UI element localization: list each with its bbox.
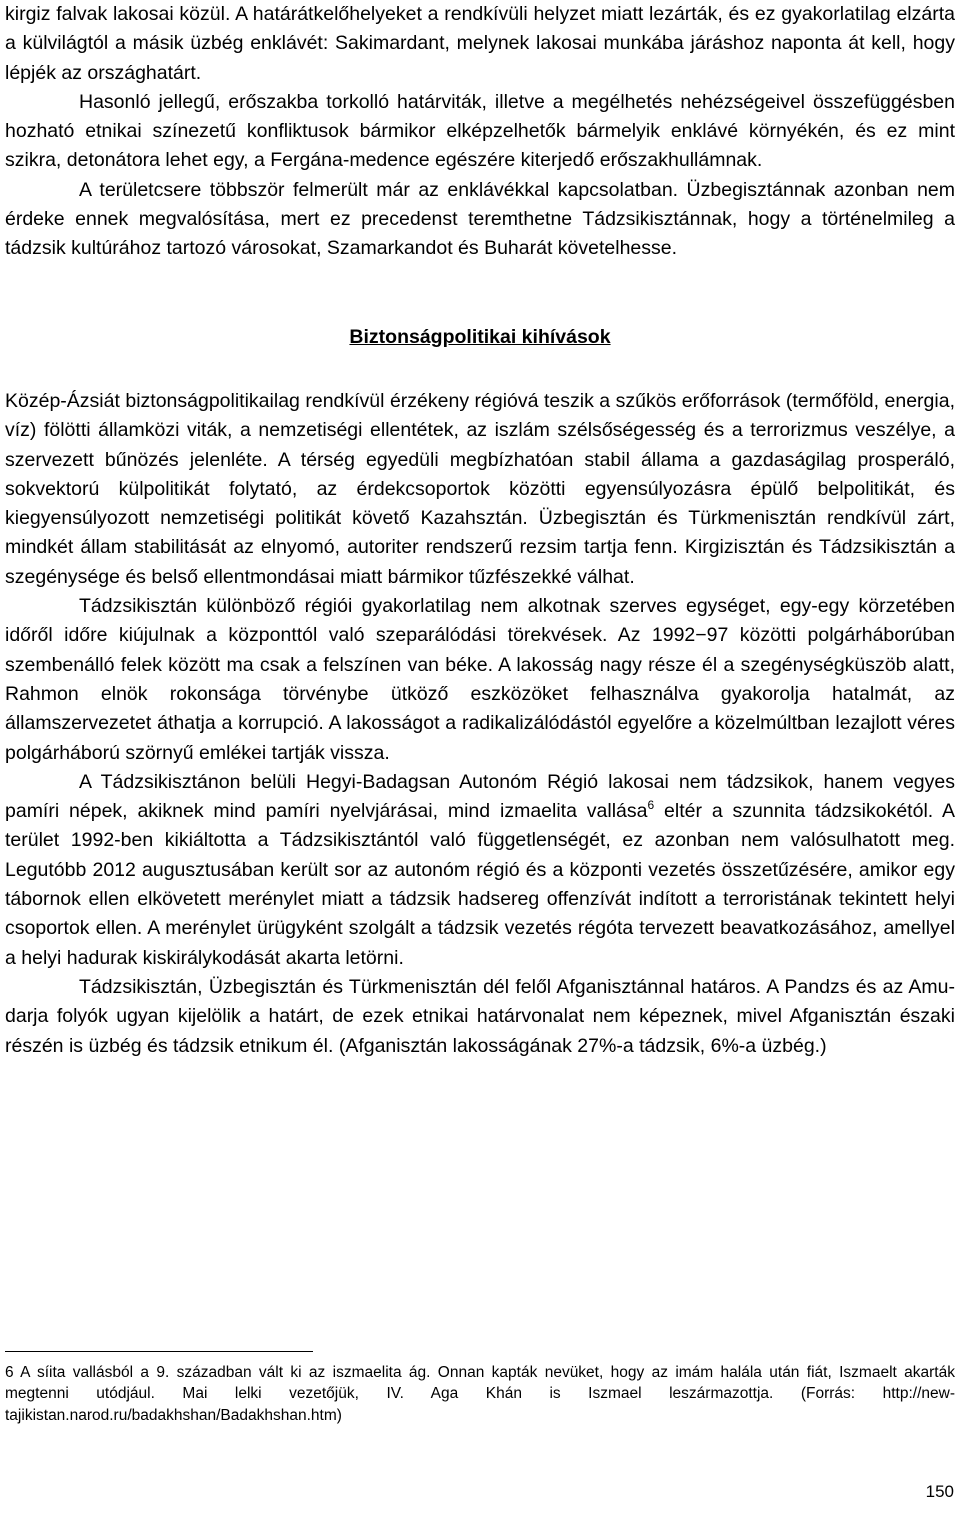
footnotes <box>5 1362 955 1426</box>
footnote-6: 6 A síita vallásból a 9. században vált ki az iszmaelita ág. Onnan kapták nevüket, hogy az imám halála után fiát, Iszmaelt akarták megtenni utódjául. Mai lelki vezetőjük, IV. Aga Khán is Iszmael leszármazottja. (Forrás: http://new-tajikistan.narod.ru/badakhshan/Badakhshan.htm) <box>5 1364 955 1424</box>
section-title: Biztonságpolitikai kihívások <box>349 325 611 348</box>
footnote-separator <box>5 1351 313 1352</box>
footnote-reference[interactable]: 6 <box>647 798 655 813</box>
paragraph-territory-exchange: A területcsere többször felmerült már az enklávékkal kapcsolatban. Üzbegisztánnak azonban nem érdeke ennek megvalósítása, mert ez precedenst teremthetne Tádzsikisztánnak, hogy a történelmileg a tádzsik kultúrához tartozó városokat, Szamarkandot és Buharát követelhesse. <box>5 178 955 260</box>
paragraph-intro: kirgiz falvak lakosai közül. A határátkelőhelyeket a rendkívüli helyzet miatt lezárták, és ez gyakorlatilag elzárta a külvilágtól a másik üzbég enklávét: Sakimardant, melynek lakosai munkába járáshoz naponta át kell, hogy lépjék az országhatárt. <box>5 3 955 84</box>
paragraph-afghanistan: Tádzsikisztán, Üzbegisztán és Türkmenisztán dél felől Afganisztánnal határos. A Pandzs és az Amu-darja folyók ugyan kijelölik a határt, de ezek etnikai határvonalat nem képeznek, mivel Afganisztán északi részén is üzbég és tádzsik etnikum él. (Afganisztán lakosságának 27%-a tádzsik, 6%-a üzbég.) <box>5 975 955 1057</box>
paragraph-badakhshan-part-a: A Tádzsikisztánon belüli Hegyi-Badagsan Autonóm Régió lakosai nem tádzsikok, hanem vegyes pamíri népek, akiknek mind pamíri nyelvjárásai, mind izmaelita vallása <box>5 770 955 823</box>
paragraph-border-disputes: Hasonló jellegű, erőszakba torkolló határviták, illetve a megélhetés nehézségeivel összefüggésben hozható etnikai színezetű konfliktusok bármikor elképzelhetők bármelyik enklávé környékén, és ez mint szikra, detonátora lehet egy, a Fergána-medence egészére kiterjedő erőszakhullámnak. <box>5 90 955 172</box>
paragraph-central-asia: Közép-Ázsiát biztonságpolitikailag rendkívül érzékeny régióvá teszik a szűkös erőforrások (termőföld, energia, víz) fölötti államközi viták, a nemzetiségi ellentétek, az iszlám szélsőségesség és a terrorizmus veszélye, a szervezett bűnözés jelenléte. A térség egyedüli megbízhatóan stabil állama a gazdaságilag prosperáló, sokvektorú külpolitikát folytató, az érdekcsoportok közötti egyensúlyozásra épülő belpolitikát, és kiegyensúlyozott nemzetiségi politikát követő Kazahsztán. Üzbegisztán és Türkmenisztán rendkívül zárt, mindkét állam stabilitását az elnyomó, autoriter rendszerű rezsim tartja fenn. Kirgizisztán és Tádzsikisztán a szegénysége és belső ellentmondásai miatt bármikor tűzfészekké válhat. <box>5 389 955 588</box>
page-body <box>5 0 955 1061</box>
paragraph-tajikistan: Tádzsikisztán különböző régiói gyakorlatilag nem alkotnak szerves egységet, egy-egy körzetében időről időre kiújulnak a központtól való szeparálódási törekvések. Az 1992−97 közötti polgárháborúban szembenálló felek között ma csak a felszínen van béke. A lakosság nagy része él a szegénységküszöb alatt, Rahmon elnök rokonsága törvénybe ütköző eszközöket felhasználva gyakorolja hatalmát, az államszervezetet áthatja a korrupció. A lakosságot a radikalizálódástól egyelőre a közelmúltban lezajlott véres polgárháború szörnyű emlékei tartják vissza. <box>5 595 955 764</box>
paragraph-badakhshan-part-b: eltér a szunnita tádzsikokétól. A terület 1992-ben kikiáltotta a Tádzsikisztántól való függetlenségét, ez azonban nem valósulhatott meg. Legutóbb 2012 augusztusában került sor az autonóm régió és a központi vezetés összetűzésére, amikor egy tábornok ellen elkövetett merénylet miatt a tádzsik hadsereg offenzívát indított a terroristának tekintett helyi csoportok ellen. A merénylet ürügyként szolgált a tádzsik vezetés régóta tervezett beavatkozásához, amellyel a helyi hadurak kiskirálykodását akarta letörni. <box>5 800 955 969</box>
page-number: 150 <box>925 1482 954 1501</box>
paragraph-badakhshan <box>5 768 955 973</box>
